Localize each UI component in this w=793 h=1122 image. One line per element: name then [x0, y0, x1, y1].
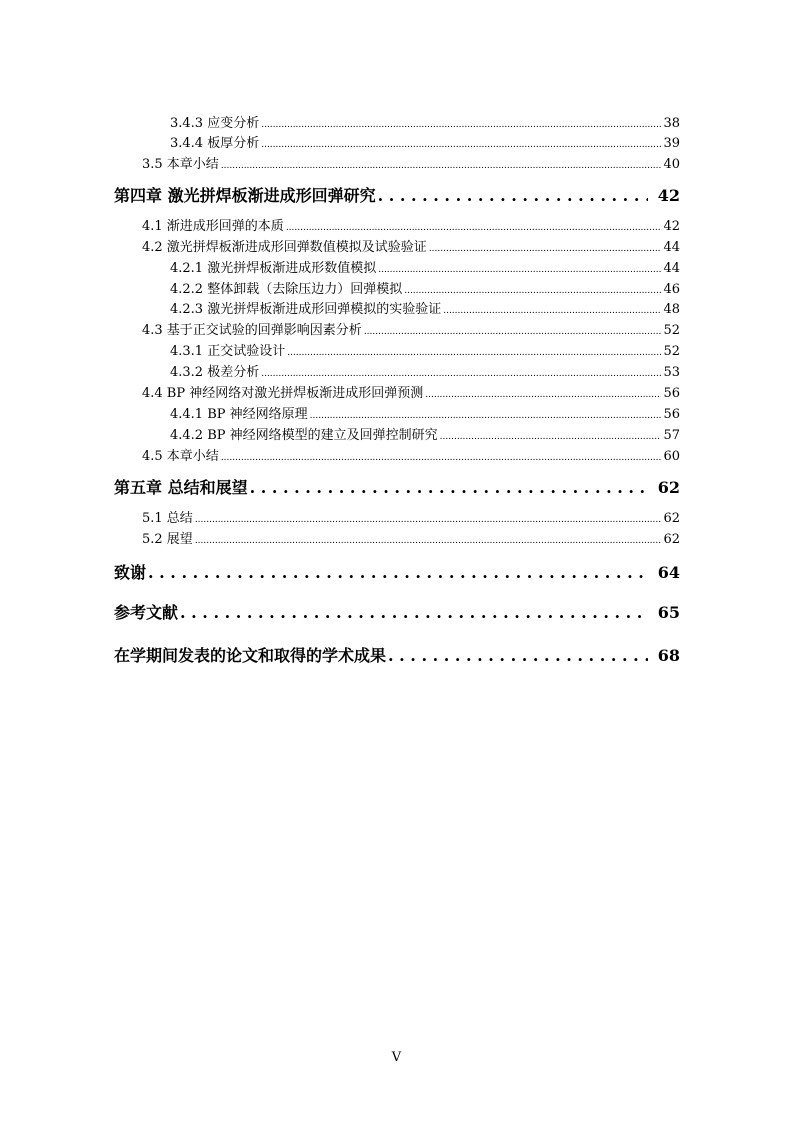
toc-entry-label: 4.4 BP 神经网络对激光拼焊板渐进成形回弹预测 — [142, 386, 424, 401]
dot-leader — [378, 186, 648, 206]
toc-entry-label: 4.3.1 正交试验设计 — [170, 344, 286, 359]
dot-leader — [443, 305, 661, 318]
toc-entry[interactable] — [170, 365, 680, 381]
dot-leader — [221, 452, 662, 465]
toc-entry[interactable] — [170, 407, 680, 423]
toc-entry-page: 60 — [663, 449, 680, 464]
dot-leader — [364, 326, 662, 339]
toc-entry-page: 48 — [663, 302, 680, 317]
dot-leader — [440, 431, 662, 444]
toc-entry-label: 3.5 本章小结 — [142, 157, 219, 172]
toc-entry-label: 4.2 激光拼焊板渐进成形回弹数值模拟及试验验证 — [142, 240, 427, 255]
toc-chapter-entry[interactable] — [114, 563, 680, 583]
toc-entry-label: 第四章 激光拼焊板渐进成形回弹研究 — [114, 186, 376, 205]
dot-leader — [195, 514, 662, 527]
dot-leader — [310, 410, 662, 423]
toc-entry-label: 4.2.3 激光拼焊板渐进成形回弹模拟的实验验证 — [170, 302, 442, 317]
dot-leader — [148, 563, 648, 583]
toc-entry-page: 46 — [663, 282, 680, 297]
toc-entry-page: 42 — [657, 186, 680, 205]
toc-entry[interactable] — [170, 428, 680, 444]
dot-leader — [388, 646, 648, 666]
toc-chapter-entry[interactable] — [114, 603, 680, 623]
dot-leader — [287, 347, 661, 360]
toc-entry-page: 39 — [663, 136, 680, 151]
toc-entry-page: 56 — [663, 386, 680, 401]
toc-entry-page: 44 — [663, 261, 680, 276]
dot-leader — [429, 243, 662, 256]
toc-entry-label: 3.4.3 应变分析 — [170, 116, 260, 131]
toc-entry-label: 4.2.2 整体卸载（去除压边力）回弹模拟 — [170, 282, 403, 297]
toc-chapter-entry[interactable] — [114, 478, 680, 498]
toc-entry[interactable] — [142, 532, 680, 548]
toc-entry-page: 65 — [657, 603, 680, 622]
toc-entry-label: 参考文献 — [114, 603, 179, 622]
toc-chapter-entry[interactable] — [114, 186, 680, 206]
dot-leader — [261, 368, 661, 381]
toc-entry-label: 5.1 总结 — [142, 511, 193, 526]
dot-leader — [286, 222, 662, 235]
dot-leader — [180, 603, 648, 623]
toc-entry[interactable] — [170, 344, 680, 360]
toc-chapter-entry[interactable] — [114, 646, 680, 666]
toc-entry[interactable] — [170, 136, 680, 152]
dot-leader — [261, 119, 661, 132]
dot-leader — [425, 389, 661, 402]
toc-entry-page: 56 — [663, 407, 680, 422]
toc-entry-label: 第五章 总结和展望 — [114, 478, 248, 497]
toc-entry-page: 68 — [657, 646, 680, 665]
toc-entry-page: 44 — [663, 240, 680, 255]
toc-entry-page: 52 — [663, 323, 680, 338]
dot-leader — [250, 478, 648, 498]
dot-leader — [195, 535, 662, 548]
toc-entry-label: 4.5 本章小结 — [142, 449, 219, 464]
toc-entry-page: 62 — [657, 478, 680, 497]
toc-entry[interactable] — [170, 116, 680, 132]
dot-leader — [404, 285, 661, 298]
toc-entry-label: 4.4.1 BP 神经网络原理 — [170, 407, 308, 422]
toc-entry-label: 3.4.4 板厚分析 — [170, 136, 260, 151]
dot-leader — [261, 139, 661, 152]
toc-entry-page: 42 — [663, 219, 680, 234]
toc-entry-page: 38 — [663, 116, 680, 131]
toc-entry[interactable] — [170, 261, 680, 277]
toc-entry-label: 4.3 基于正交试验的回弹影响因素分析 — [142, 323, 362, 338]
toc-entry-label: 4.1 渐进成形回弹的本质 — [142, 219, 284, 234]
toc-entry[interactable] — [142, 511, 680, 527]
toc-entry[interactable] — [142, 157, 680, 173]
toc-entry-page: 52 — [663, 344, 680, 359]
toc-entry-page: 57 — [663, 428, 680, 443]
toc-entry-page: 64 — [657, 563, 680, 582]
toc-entry-label: 5.2 展望 — [142, 532, 193, 547]
page-number: V — [391, 1050, 402, 1065]
toc-entry[interactable] — [142, 240, 680, 256]
toc-entry[interactable] — [142, 323, 680, 339]
toc-entry[interactable] — [170, 282, 680, 298]
toc-entry[interactable] — [142, 219, 680, 235]
toc-entry[interactable] — [142, 449, 680, 465]
toc-entry[interactable] — [142, 386, 680, 402]
toc-entry-page: 62 — [663, 511, 680, 526]
toc-entry-label: 致谢 — [114, 563, 147, 582]
toc-entry-label: 4.4.2 BP 神经网络模型的建立及回弹控制研究 — [170, 428, 438, 443]
toc-entry-label: 在学期间发表的论文和取得的学术成果 — [114, 646, 387, 665]
toc-entry-label: 4.2.1 激光拼焊板渐进成形数值模拟 — [170, 261, 377, 276]
toc-entry-page: 40 — [663, 157, 680, 172]
toc-entry-page: 53 — [663, 365, 680, 380]
dot-leader — [378, 264, 661, 277]
toc-entry[interactable] — [170, 302, 680, 318]
dot-leader — [221, 160, 662, 173]
toc-entry-label: 4.3.2 极差分析 — [170, 365, 260, 380]
toc-entry-page: 62 — [663, 532, 680, 547]
